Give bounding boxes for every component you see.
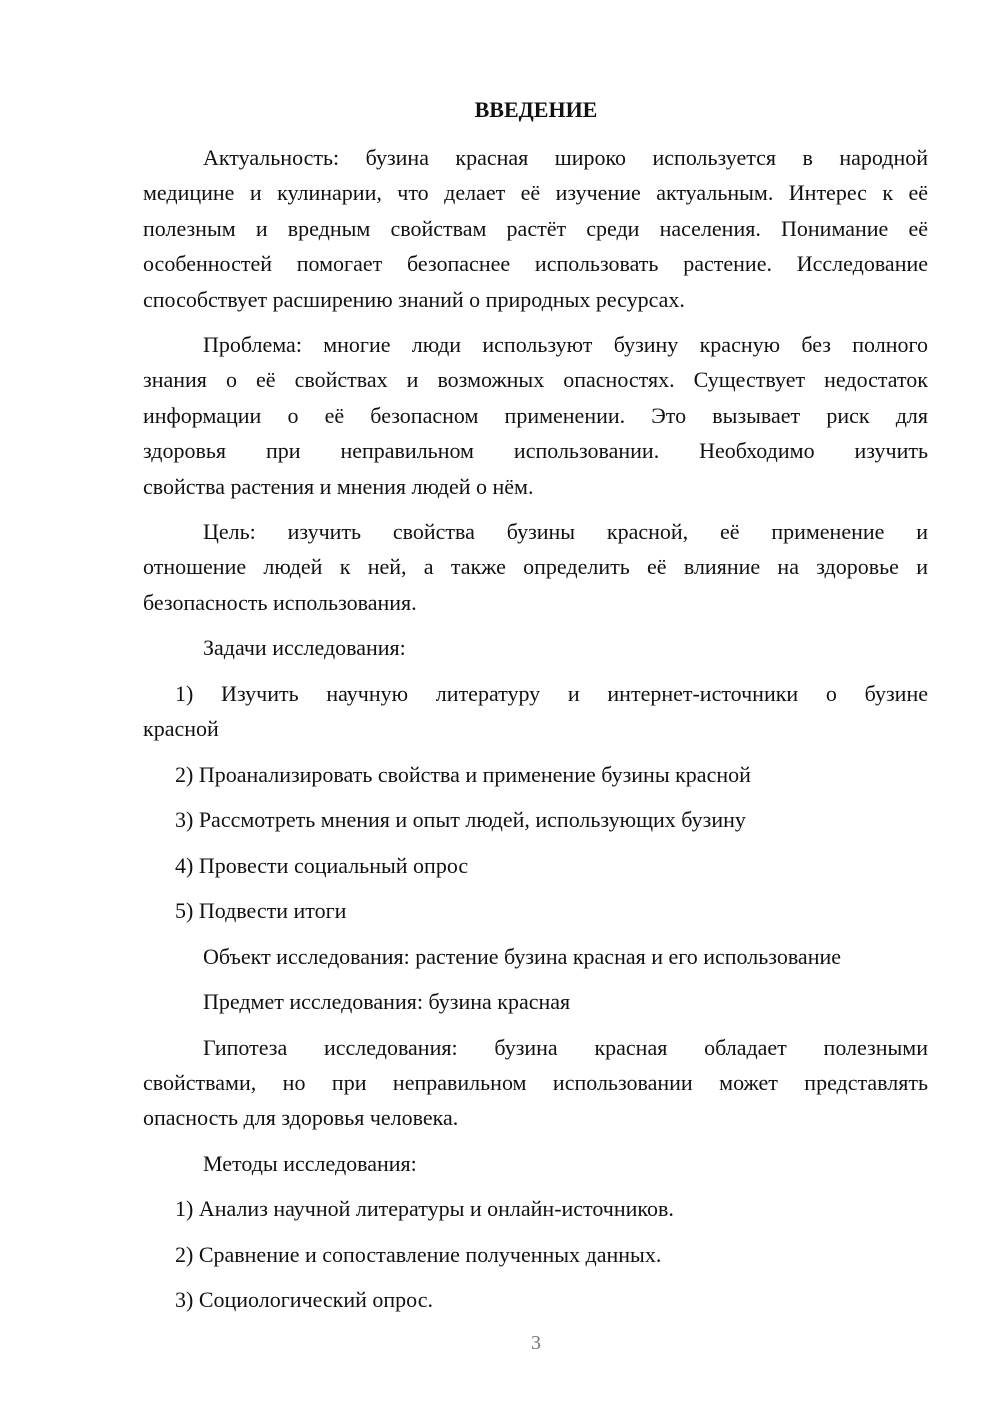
- list-item: [143, 802, 928, 837]
- text-line: информации о её безопасном применении. Это вызывает риск для: [143, 402, 928, 428]
- text-line: Цель: изучить свойства бузины красной, её применение и: [203, 519, 928, 545]
- text-line: свойства растения и мнения людей о нём.: [143, 473, 534, 499]
- paragraph: [143, 327, 928, 504]
- text-line: здоровья при неправильном использовании. Необходимо изучить: [143, 438, 928, 464]
- text-line: 4) Провести социальный опрос: [175, 852, 469, 878]
- text-line: Задачи исследования:: [203, 635, 406, 661]
- text-line: Методы исследования:: [203, 1150, 417, 1176]
- paragraph: [143, 630, 928, 665]
- text-line: 1) Изучить научную литературу и интернет-источники о бузине: [175, 680, 928, 706]
- page-number: 3: [531, 1332, 541, 1354]
- paragraph: [143, 939, 928, 974]
- document-body: [143, 140, 928, 1328]
- list-item: [143, 1191, 928, 1226]
- list-item: [143, 1282, 928, 1317]
- text-line: 2) Сравнение и сопоставление полученных данных.: [175, 1241, 662, 1267]
- text-line: медицине и кулинарии, что делает её изучение актуальным. Интерес к её: [143, 180, 928, 206]
- list-item: [143, 848, 928, 883]
- text-line: Объект исследования: растение бузина красная и его использование: [203, 943, 842, 969]
- text-line: 2) Проанализировать свойства и применение бузины красной: [175, 761, 751, 787]
- text-line: особенностей помогает безопаснее использовать растение. Исследование: [143, 251, 928, 277]
- text-line: полезным и вредным свойствам растёт среди населения. Понимание её: [143, 215, 928, 241]
- text-line: Гипотеза исследования: бузина красная обладает полезными: [203, 1034, 928, 1060]
- text-line: Проблема: многие люди используют бузину красную без полного: [203, 332, 928, 358]
- text-line: красной: [143, 716, 219, 742]
- text-line: отношение людей к ней, а также определить её влияние на здоровье и: [143, 554, 928, 580]
- paragraph: [143, 514, 928, 620]
- text-line: Актуальность: бузина красная широко используется в народной: [203, 145, 928, 170]
- text-line: опасность для здоровья человека.: [143, 1105, 459, 1131]
- page-title: ВВЕДЕНИЕ: [474, 97, 598, 122]
- paragraph: [143, 984, 928, 1019]
- paragraph: [143, 1146, 928, 1181]
- text-line: знания о её свойствах и возможных опасностях. Существует недостаток: [143, 367, 928, 393]
- text-line: способствует расширению знаний о природных ресурсах.: [143, 286, 685, 312]
- text-line: Предмет исследования: бузина красная: [203, 989, 571, 1015]
- text-line: безопасность использования.: [143, 589, 417, 615]
- text-line: 5) Подвести итоги: [175, 898, 347, 924]
- list-item: [143, 1237, 928, 1272]
- text-line: свойствами, но при неправильном использовании может представлять: [143, 1070, 928, 1096]
- paragraph: [143, 140, 928, 317]
- text-line: 1) Анализ научной литературы и онлайн-источников.: [175, 1196, 674, 1222]
- text-line: 3) Рассмотреть мнения и опыт людей, использующих бузину: [175, 807, 746, 833]
- text-line: 3) Социологический опрос.: [175, 1287, 433, 1313]
- list-item: [143, 893, 928, 928]
- paragraph: [143, 1030, 928, 1136]
- list-item: [143, 676, 928, 747]
- list-item: [143, 757, 928, 792]
